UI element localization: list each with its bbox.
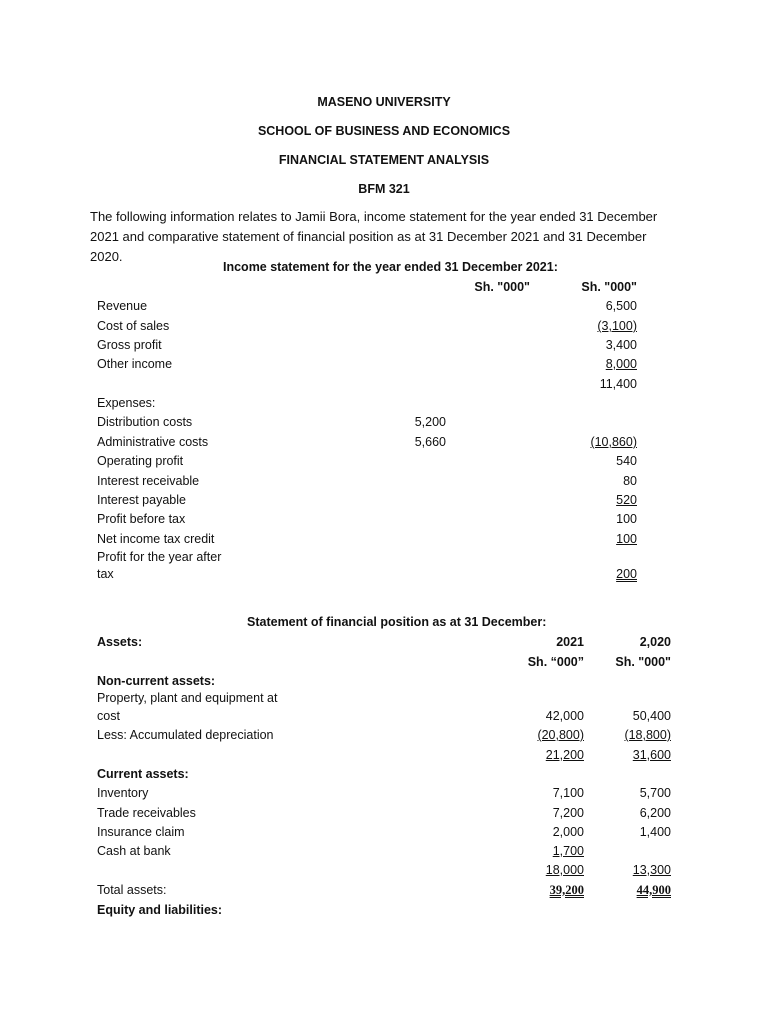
year-2020-header: 2,020 — [639, 635, 671, 649]
assets-label: Assets: — [97, 635, 143, 649]
ca-total-2020-value: 13,300 — [632, 863, 671, 877]
distribution-costs-label: Distribution costs — [97, 415, 193, 429]
acc-dep-2020-value: (18,800) — [624, 728, 671, 742]
total-assets-2021-value: 39,200 — [549, 883, 584, 897]
course-code: BFM 321 — [358, 182, 410, 196]
administrative-costs-label: Administrative costs — [97, 435, 209, 449]
cash-at-bank-label: Cash at bank — [97, 844, 171, 858]
net-income-tax-credit-value: 100 — [616, 532, 637, 546]
interest-payable-label: Interest payable — [97, 493, 186, 507]
income-col1-header: Sh. "000" — [474, 280, 530, 294]
equity-liabilities-label: Equity and liabilities: — [97, 903, 223, 917]
income-subtotal-value: 11,400 — [599, 377, 637, 391]
course-title: FINANCIAL STATEMENT ANALYSIS — [278, 153, 490, 167]
nca-total-2020-value: 31,600 — [632, 748, 671, 762]
cost-of-sales-value: (3,100) — [597, 319, 637, 333]
total-expenses-value: (10,860) — [590, 435, 637, 449]
income-statement-title: Income statement for the year ended 31 December 2021: — [223, 260, 558, 274]
operating-profit-value: 540 — [616, 454, 637, 468]
cost-of-sales-label: Cost of sales — [97, 319, 170, 333]
ppe-label-line1: Property, plant and equipment at — [97, 691, 278, 705]
acc-dep-2021-value: (20,800) — [537, 728, 584, 742]
revenue-value: 6,500 — [605, 299, 637, 313]
current-assets-label: Current assets: — [97, 767, 189, 781]
operating-profit-label: Operating profit — [97, 454, 184, 468]
inventory-2021-value: 7,100 — [552, 786, 584, 800]
trade-receivables-label: Trade receivables — [97, 806, 196, 820]
interest-payable-value: 520 — [616, 493, 637, 507]
other-income-label: Other income — [97, 357, 173, 371]
insurance-claim-label: Insurance claim — [97, 825, 185, 839]
intro-paragraph: The following information relates to Jamii Bora, income statement for the year ended 31 December 2021 and comparative statement of financial position as at 31 December 2021 and 31 December 2020. — [90, 209, 658, 264]
ppe-2020-value: 50,400 — [632, 709, 671, 723]
ppe-2021-value: 42,000 — [545, 709, 584, 723]
unit-2021-header: Sh. “000” — [527, 655, 584, 669]
interest-receivable-label: Interest receivable — [97, 474, 200, 488]
profit-after-tax-label-line2: tax — [97, 567, 114, 581]
non-current-assets-label: Non-current assets: — [97, 674, 216, 688]
gross-profit-value: 3,400 — [605, 338, 637, 352]
inventory-label: Inventory — [97, 786, 149, 800]
interest-receivable-value: 80 — [623, 474, 637, 488]
total-assets-2020-value: 44,900 — [636, 883, 671, 897]
income-col2-header: Sh. "000" — [581, 280, 637, 294]
sfp-title: Statement of financial position as at 31 December: — [247, 615, 547, 629]
trade-receivables-2021-value: 7,200 — [552, 806, 584, 820]
profit-before-tax-value: 100 — [616, 512, 637, 526]
school-name: SCHOOL OF BUSINESS AND ECONOMICS — [257, 124, 511, 138]
total-assets-label: Total assets: — [97, 883, 167, 897]
university-name: MASENO UNIVERSITY — [317, 95, 451, 109]
nca-total-2021-value: 21,200 — [545, 748, 584, 762]
expenses-label: Expenses: — [97, 396, 156, 410]
gross-profit-label: Gross profit — [97, 338, 162, 352]
insurance-claim-2020-value: 1,400 — [639, 825, 671, 839]
inventory-2020-value: 5,700 — [639, 786, 671, 800]
trade-receivables-2020-value: 6,200 — [639, 806, 671, 820]
profit-after-tax-label-line1: Profit for the year after — [97, 550, 222, 564]
ppe-label-line2: cost — [97, 709, 120, 723]
cash-at-bank-2021-value: 1,700 — [552, 844, 584, 858]
profit-before-tax-label: Profit before tax — [97, 512, 186, 526]
acc-dep-label: Less: Accumulated depreciation — [97, 728, 274, 742]
net-income-tax-credit-label: Net income tax credit — [97, 532, 215, 546]
insurance-claim-2021-value: 2,000 — [552, 825, 584, 839]
ca-total-2021-value: 18,000 — [545, 863, 584, 877]
other-income-value: 8,000 — [605, 357, 637, 371]
profit-after-tax-value: 200 — [616, 567, 637, 581]
unit-2020-header: Sh. "000" — [615, 655, 671, 669]
revenue-label: Revenue — [97, 299, 148, 313]
distribution-costs-value: 5,200 — [414, 415, 446, 429]
year-2021-header: 2021 — [556, 635, 584, 649]
administrative-costs-value: 5,660 — [414, 435, 446, 449]
